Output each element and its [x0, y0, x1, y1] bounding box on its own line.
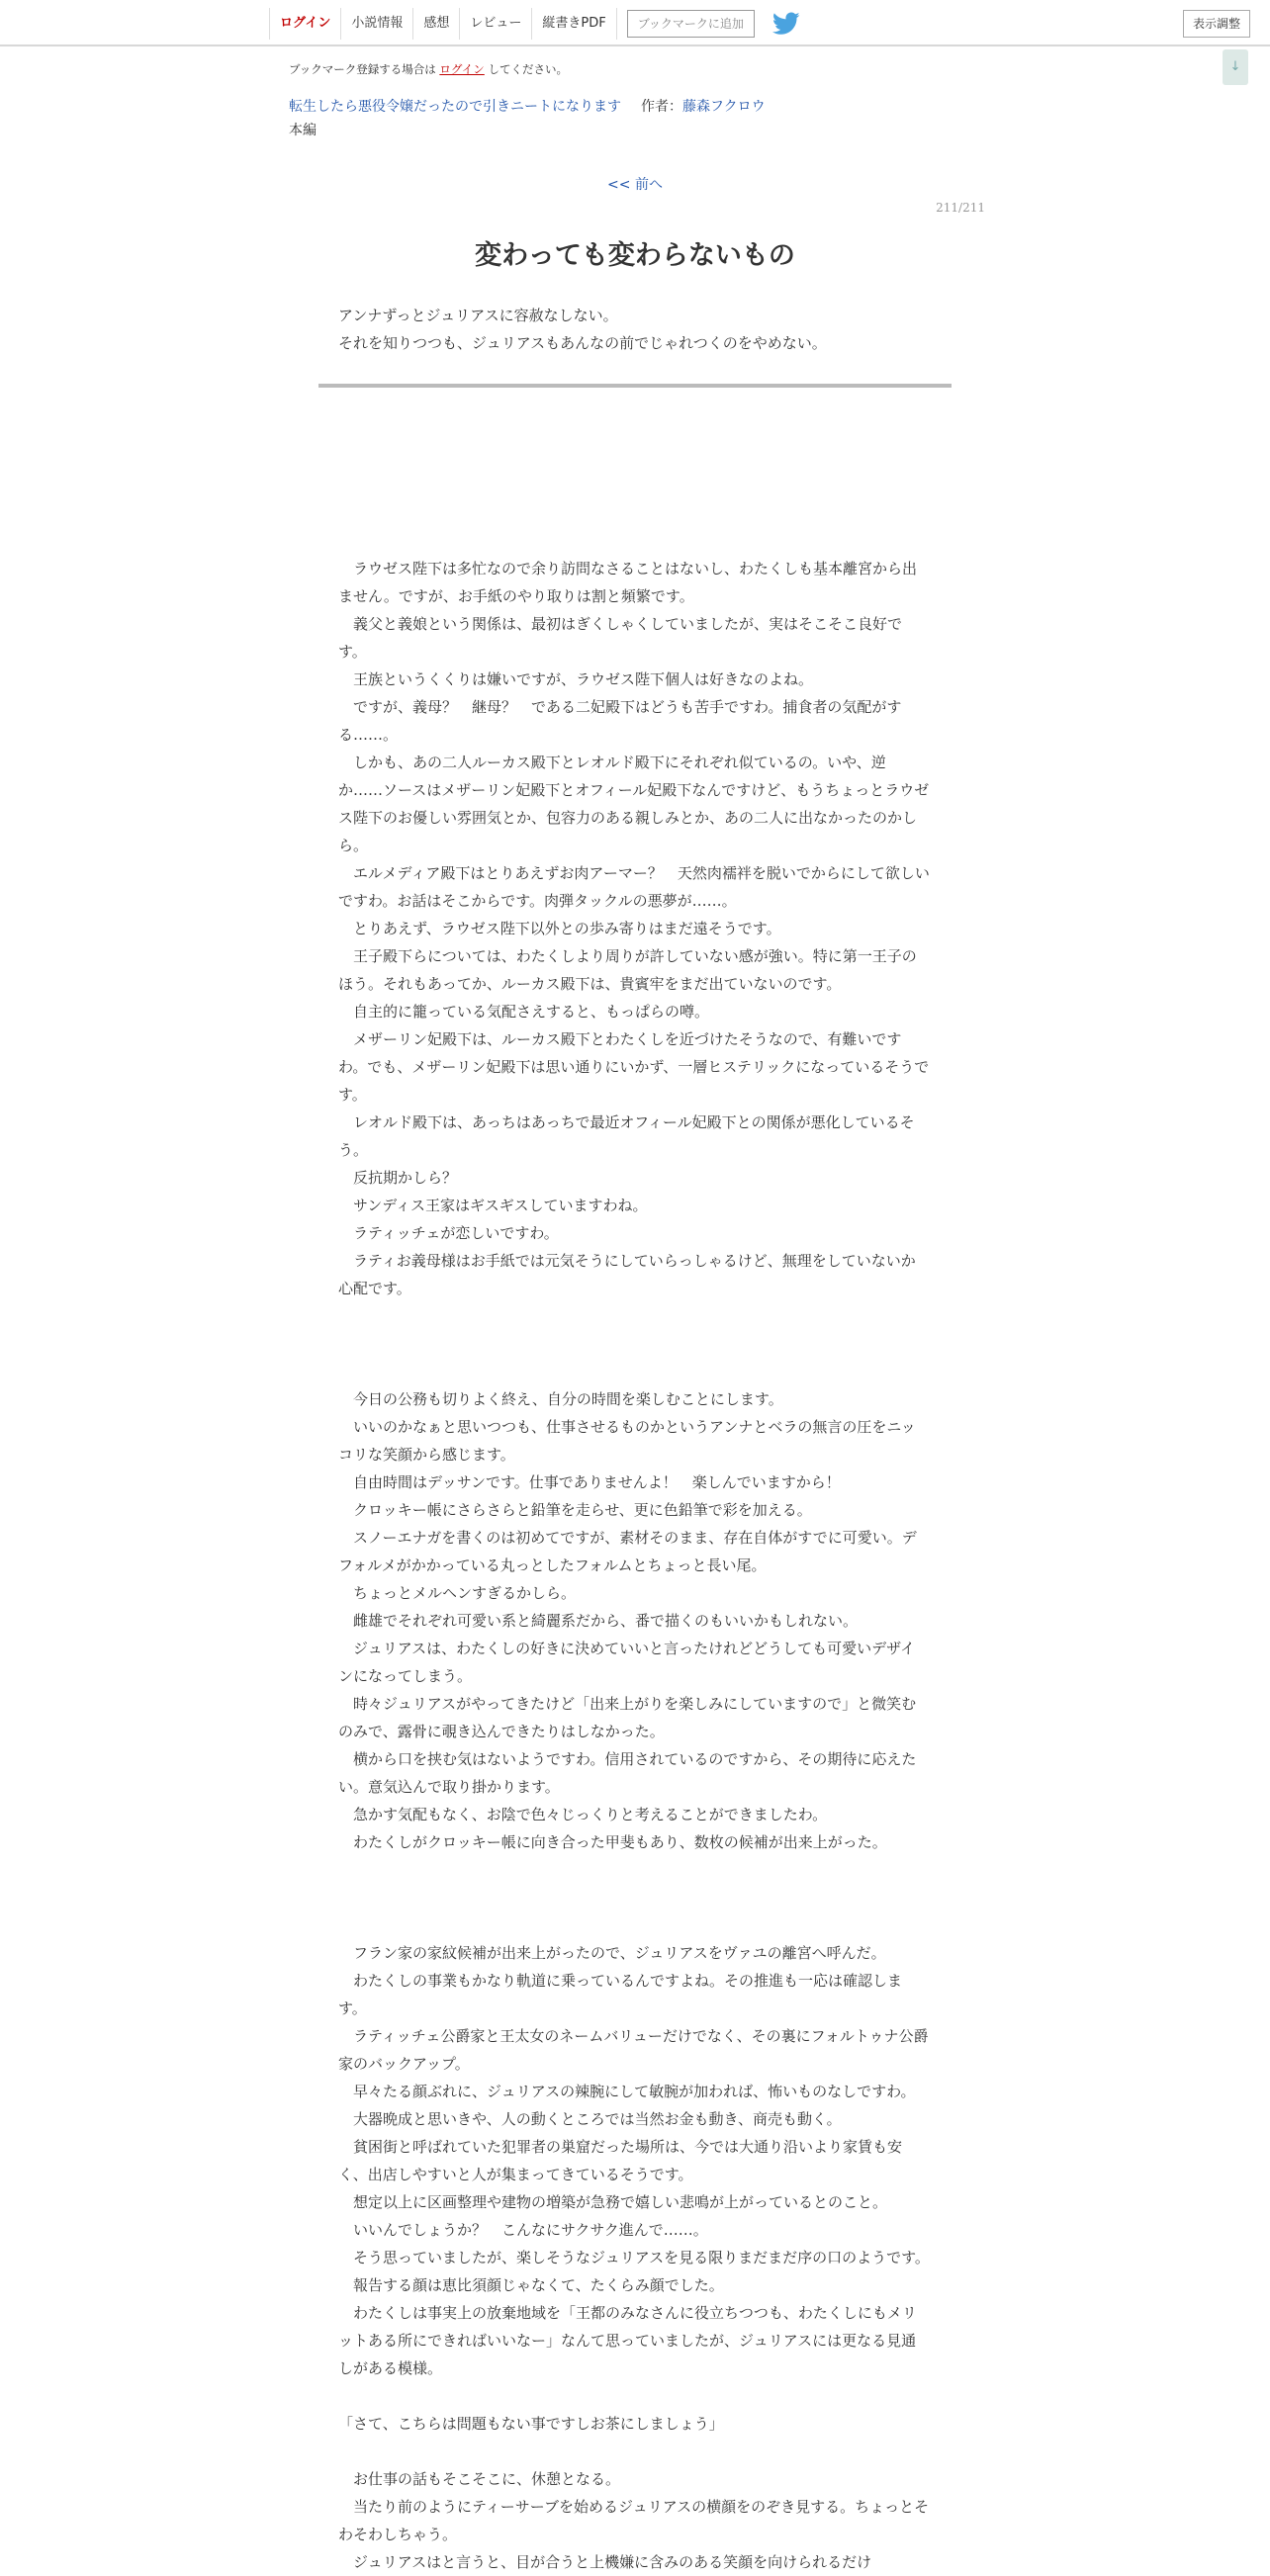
- nav-vertical-pdf[interactable]: 縦書きPDF: [532, 8, 616, 40]
- body-paragraph: ジュリアスは、わたくしの好きに決めていいと言ったけれどどうしても可愛いデザインになってしまう。: [338, 1640, 916, 1685]
- display-settings-button[interactable]: 表示調整: [1183, 10, 1250, 38]
- novel-title-link[interactable]: 転生したら悪役令嬢だったので引きニートになります: [289, 99, 621, 115]
- body-paragraph: ジュリアスはと言うと、目が合うと上機嫌に含みのある笑顔を向けられるだけ: [338, 2553, 872, 2571]
- body-paragraph: 当たり前のようにティーサーブを始めるジュリアスの横顔をのぞき見する。ちょっとそわそわしちゃう。: [338, 2498, 930, 2543]
- body-paragraph: 今日の公務も切りよく終え、自分の時間を楽しむことにします。: [338, 1390, 783, 1408]
- body-paragraph: ラティお義母様はお手紙では元気そうにしていらっしゃるけど、無理をしていないか心配です。: [338, 1252, 916, 1297]
- body-paragraph: [338, 499, 930, 527]
- body-paragraph: [338, 1884, 930, 1911]
- top-navigation-bar: [0, 0, 1270, 46]
- body-paragraph: [338, 472, 930, 499]
- body-paragraph: 反抗期かしら？: [338, 1169, 458, 1187]
- twitter-icon[interactable]: [772, 12, 800, 36]
- body-paragraph: わたくしがクロッキー帳に向き合った甲斐もあり、数枚の候補が出来上がった。: [338, 1833, 887, 1851]
- body-paragraph: いいのかなぁと思いつつも、仕事させるものかというアンナとベラの無言の圧をニッコリな笑顔から感じます。: [338, 1418, 916, 1464]
- nav-novel-info[interactable]: 小説情報: [341, 8, 413, 40]
- body-paragraph: わたくしは事実上の放棄地域を「王都のみなさんに役立ちつつも、わたくしにもメリットある所にできればいいなー」なんて思っていましたが、ジュリアスには更なる見通しがある模様。: [338, 2304, 917, 2377]
- body-paragraph: [338, 1856, 930, 1884]
- main-nav: [269, 8, 800, 40]
- episode-body: [338, 472, 930, 2576]
- body-paragraph: 貧困街と呼ばれていた犯罪者の巣窟だった場所は、今では大通り沿いより家賃も安く、出店しやすいと人が集まってきているそうです。: [338, 2138, 903, 2183]
- body-paragraph: 自由時間はデッサンです。仕事でありませんよ！ 楽しんでいますから！: [338, 1473, 841, 1491]
- body-paragraph: スノーエナガを書くのは初めてですが、素材そのまま、存在自体がすでに可愛い。デフォルメがかかっている丸っとしたフォルムとちょっと長い尾。: [338, 1529, 917, 1574]
- body-paragraph: サンディス王家はギスギスしていますわね。: [338, 1197, 648, 1214]
- body-paragraph: [338, 1302, 930, 1330]
- notice-login-link[interactable]: ログイン: [439, 62, 485, 76]
- body-paragraph: ラティッチェ公爵家と王太女のネームバリューだけでなく、その裏にフォルトゥナ公爵家のバックアップ。: [338, 2027, 929, 2073]
- notice-suffix: してください。: [488, 62, 568, 76]
- body-paragraph: 王族というくくりは嫌いですが、ラウゼス陛下個人は好きなのよね。: [338, 670, 814, 688]
- body-paragraph: ラウゼス陛下は多忙なので余り訪問なさることはないし、わたくしも基本離宮から出ません。ですが、お手紙のやり取りは割と頻繁です。: [338, 560, 918, 605]
- add-bookmark-button[interactable]: ブックマークに追加: [627, 10, 755, 38]
- body-paragraph: とりあえず、ラウゼス陛下以外との歩み寄りはまだ遠そうです。: [338, 920, 781, 937]
- bookmark-login-notice: [289, 61, 568, 77]
- author-link[interactable]: 藤森フクロウ: [682, 99, 766, 115]
- body-paragraph: 雌雄でそれぞれ可愛い系と綺麗系だから、番で描くのもいいかもしれない。: [338, 1612, 859, 1630]
- body-paragraph: 横から口を挟む気はないようですわ。信用されているのですから、その期待に応えたい。意気込んで取り掛かります。: [338, 1750, 917, 1796]
- body-paragraph: しかも、あの二人ルーカス殿下とレオルド殿下にそれぞれ似ているの。いや、逆か……ソースはメザーリン妃殿下とオフィール妃殿下なんですけど、もうちょっとラウゼス陛下のお優しい雰囲気とか、包容力のある親しみとか、あの二人に出なかったのかしら。: [338, 754, 930, 854]
- preface-line: それを知りつつも、ジュリアスもあんなの前でじゃれつくのをやめない。: [338, 334, 827, 352]
- body-paragraph: [338, 527, 930, 555]
- body-paragraph: 時々ジュリアスがやってきたけど「出来上がりを楽しみにしていますので」と微笑むのみで、露骨に覗き込んできたりはしなかった。: [338, 1695, 917, 1740]
- episode-preface: [338, 302, 932, 357]
- body-paragraph: 王子殿下らについては、わたくしより周りが許していない感が強い。特に第一王子のほう。それもあってか、ルーカス殿下は、貴賓牢をまだ出ていないのです。: [338, 947, 917, 993]
- body-paragraph: 報告する顔は恵比須顔じゃなくて、たくらみ顔でした。: [338, 2276, 724, 2294]
- novel-info-line: [289, 96, 766, 116]
- body-paragraph: わたくしの事業もかなり軌道に乗っているんですよね。その推進も一応は確認します。: [338, 1972, 903, 2017]
- nav-impressions[interactable]: 感想: [413, 8, 460, 40]
- body-paragraph: 想定以上に区画整理や建物の増築が急務で嬉しい悲鳴が上がっているとのこと。: [338, 2193, 888, 2211]
- body-paragraph: フラン家の家紋候補が出来上がったので、ジュリアスをヴァユの離宮へ呼んだ。: [338, 1944, 886, 1962]
- prev-episode-link[interactable]: << 前へ: [607, 177, 663, 193]
- preface-line: アンナずっとジュリアスに容赦なしない。: [338, 307, 618, 324]
- body-paragraph: [338, 2382, 930, 2410]
- episode-page-number: 211/211: [936, 201, 985, 215]
- body-paragraph: [338, 1358, 930, 1385]
- notice-prefix: ブックマーク登録する場合は: [289, 62, 436, 76]
- body-paragraph: ちょっとメルヘンすぎるかしら。: [338, 1584, 577, 1602]
- body-paragraph: クロッキー帳にさらさらと鉛筆を走らせ、更に色鉛筆で彩を加える。: [338, 1501, 812, 1519]
- body-paragraph: そう思っていましたが、楽しそうなジュリアスを見る限りまだまだ序の口のようです。: [338, 2249, 930, 2266]
- body-paragraph: 「さて、こちらは問題もない事ですしお茶にしましょう」: [338, 2415, 724, 2433]
- prev-episode-nav: [0, 174, 1270, 194]
- body-paragraph: 急かす気配もなく、お陰で色々じっくりと考えることができましたわ。: [338, 1806, 828, 1823]
- author-label: 作者：: [641, 99, 682, 115]
- body-paragraph: [338, 1911, 930, 1939]
- nav-review[interactable]: レビュー: [460, 8, 532, 40]
- body-paragraph: エルメディア殿下はとりあえずお肉アーマー？ 天然肉襦袢を脱いでからにして欲しいですわ。お話はそこからです。肉弾タックルの悪夢が……。: [338, 864, 930, 910]
- preface-divider: [318, 384, 952, 388]
- nav-login[interactable]: ログイン: [270, 8, 341, 40]
- body-paragraph: 大器晩成と思いきや、人の動くところでは当然お金も動き、商売も動く。: [338, 2110, 842, 2128]
- body-paragraph: ラティッチェが恋しいですわ。: [338, 1224, 559, 1242]
- body-paragraph: いいんでしょうか？ こんなにサクサク進んで……。: [338, 2221, 708, 2239]
- body-paragraph: レオルド殿下は、あっちはあっちで最近オフィール妃殿下との関係が悪化しているそう。: [338, 1113, 915, 1159]
- body-paragraph: [338, 2438, 930, 2465]
- body-paragraph: お仕事の話もそこそこに、休憩となる。: [338, 2470, 621, 2488]
- body-paragraph: 自主的に籠っている気配さえすると、もっぱらの噂。: [338, 1003, 710, 1021]
- body-paragraph: メザーリン妃殿下は、ルーカス殿下とわたくしを近づけたそうなので、有難いですわ。でも、メザーリン妃殿下は思い通りにいかず、一層ヒステリックになっているそうです。: [338, 1030, 930, 1104]
- scroll-down-tab[interactable]: ↓: [1223, 49, 1248, 85]
- body-paragraph: 義父と義娘という関係は、最初はぎくしゃくしていましたが、実はそこそこ良好です。: [338, 615, 903, 661]
- chapter-label: 本編: [289, 123, 317, 138]
- episode-title: 変わっても変わらないもの: [475, 240, 795, 271]
- body-paragraph: ですが、義母？ 継母？ である二妃殿下はどうも苦手ですわ。捕食者の気配がする……。: [338, 698, 902, 744]
- body-paragraph: 早々たる顔ぶれに、ジュリアスの辣腕にして敏腕が加われば、怖いものなしですわ。: [338, 2083, 916, 2100]
- body-paragraph: [338, 1330, 930, 1358]
